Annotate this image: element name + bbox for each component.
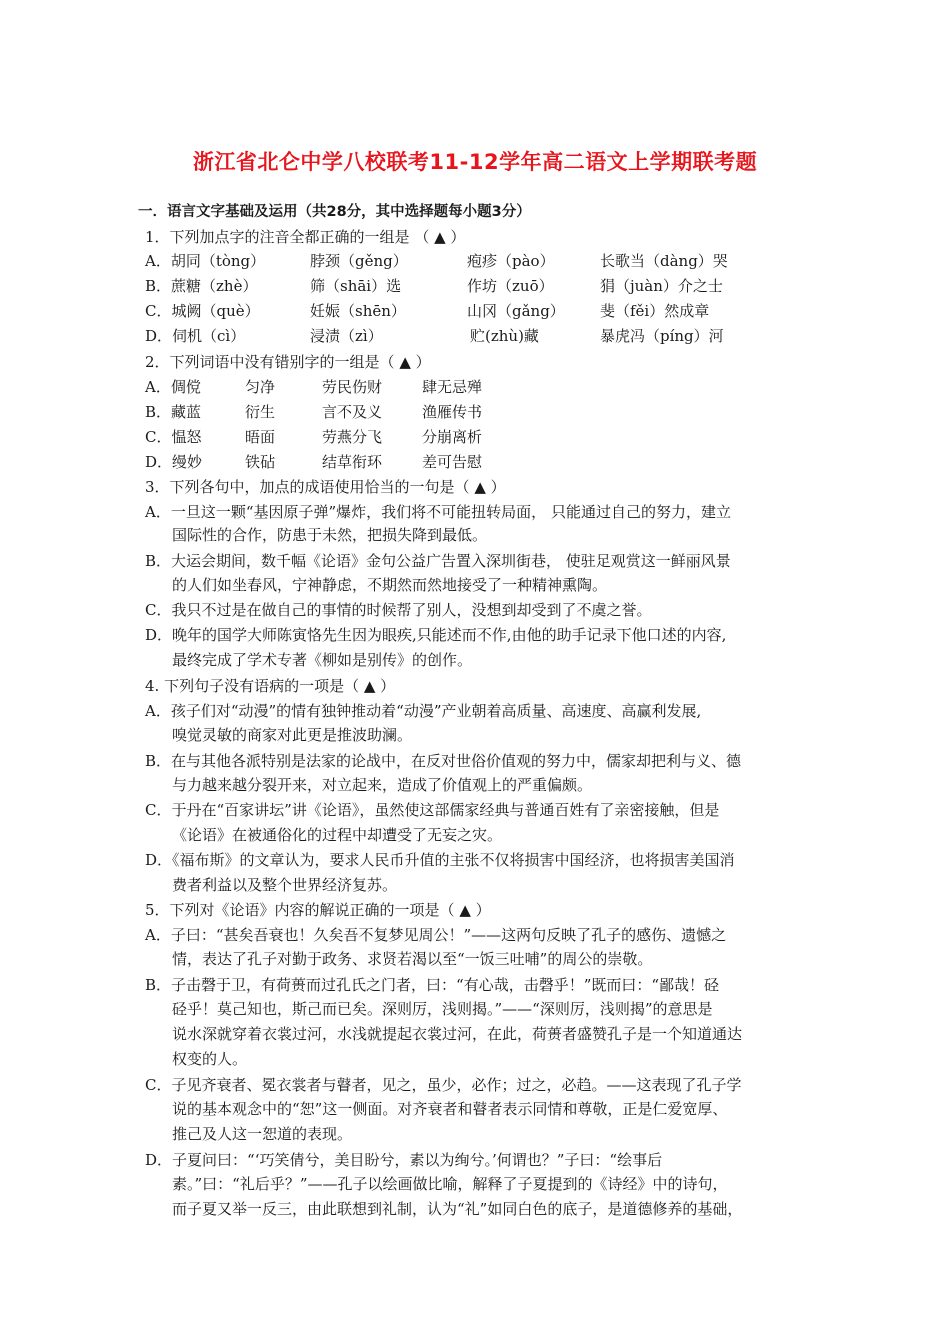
q2-option-b-col4: 渔雁传书 <box>422 403 483 421</box>
question-3-stem: 3．下列各句中，加点的成语使用恰当的一句是（ ▲ ） <box>145 478 506 496</box>
q2-option-b-col2: 衍生 <box>245 403 276 421</box>
page-title: 浙江省北仑中学八校联考11-12学年高二语文上学期联考题 <box>192 150 758 174</box>
q2-option-a-col3: 劳民伤财 <box>322 378 383 396</box>
q1-option-a-col2: 脖颈（gěng） <box>310 252 408 270</box>
q1-option-a-col4: 长歌当（dàng）哭 <box>600 252 728 270</box>
q5-line: 说水深就穿着衣裳过河，水浅就提起衣裳过河，在此，荷蒉者盛赞孔子是一个知道通达 <box>172 1025 743 1043</box>
q2-option-a-col4: 肆无忌殚 <box>422 378 483 396</box>
q5-line: 情，表达了孔子对勤于政务、求贤若渴以至“一饭三吐哺”的周公的崇敬。 <box>172 950 653 968</box>
q4-line: 费者利益以及整个世界经济复苏。 <box>172 876 398 894</box>
q4-line: A．孩子们对“动漫”的情有独钟推动着“动漫”产业朝着高质量、高速度、高赢利发展, <box>145 702 702 720</box>
question-4-stem: 4. 下列句子没有语病的一项是（ ▲ ） <box>145 677 396 695</box>
q4-line: D．《福布斯》的文章认为，要求人民币升值的主张不仅将损害中国经济，也将损害美国消 <box>145 851 735 869</box>
q4-line: B．在与其他各派特别是法家的论战中，在反对世俗价值观的努力中，儒家却把利与义、德 <box>145 752 742 770</box>
q1-option-a-col1: A．胡同（tòng） <box>145 252 266 270</box>
q3-line: 的人们如坐春风，宁神静虑，不期然而然地接受了一种精神熏陶。 <box>172 576 608 594</box>
q1-option-b-col4: 狷（juàn）介之士 <box>600 277 723 295</box>
q5-line: 而子夏又举一反三，由此联想到礼制，认为“礼”如同白色的底子，是道德修养的基础， <box>172 1200 743 1218</box>
q5-line: 推己及人这一恕道的表现。 <box>172 1125 353 1143</box>
q1-option-b-col2: 筛（shāi）选 <box>310 277 402 295</box>
q1-option-c-col4: 斐（fěi）然成章 <box>600 302 710 320</box>
q2-option-a-col1: A．倜傥 <box>145 378 201 396</box>
q3-line: 最终完成了学术专著《柳如是别传》的创作。 <box>172 651 473 669</box>
q2-option-d-col3: 结草衔环 <box>322 453 383 471</box>
q1-option-a-col3: 疱疹（pào） <box>467 252 555 270</box>
q2-option-c-col1: C．愠怒 <box>145 428 202 446</box>
q3-line: B．大运会期间，数千幅《论语》金句公益广告置入深圳街巷， 使驻足观赏这一鲜丽风景 <box>145 552 731 570</box>
q1-option-b-col3: 作坊（zuō） <box>467 277 554 295</box>
q2-option-b-col3: 言不及义 <box>322 403 383 421</box>
q4-line: 《论语》在被通俗化的过程中却遭受了无妄之灾。 <box>172 826 503 844</box>
q2-option-b-col1: B．藏蓝 <box>145 403 202 421</box>
q2-option-a-col2: 匀净 <box>245 378 276 396</box>
q1-option-b-col1: B．蔗糖（zhè） <box>145 277 258 295</box>
q4-line: 与力越来越分裂开来，对立起来，造成了价值观上的严重偏颇。 <box>172 776 593 794</box>
q2-option-d-col2: 铁砧 <box>245 453 276 471</box>
q5-line: B．子击磬于卫，有荷蒉而过孔氏之门者，曰：“有心哉，击磬乎！”既而曰：“鄙哉！硁 <box>145 976 720 994</box>
q2-option-c-col3: 劳燕分飞 <box>322 428 383 446</box>
q5-line: D．子夏问曰：“‘巧笑倩兮，美目盼兮，素以为绚兮。’何谓也？”子曰：“绘事后 <box>145 1151 663 1169</box>
question-1-stem: 1．下列加点字的注音全都正确的一组是 （ ▲ ） <box>145 228 466 246</box>
q1-option-c-col3: 山冈（gǎng） <box>467 302 565 320</box>
q1-option-d-col4: 暴虎冯（píng）河 <box>600 327 724 345</box>
q4-line: 嗅觉灵敏的商家对此更是推波助澜。 <box>172 726 413 744</box>
question-2-stem: 2．下列词语中没有错别字的一组是（ ▲ ） <box>145 353 431 371</box>
q1-option-c-col2: 妊娠（shēn） <box>310 302 406 320</box>
section-heading: 一．语言文字基础及运用（共28分，其中选择题每小题3分） <box>138 204 531 220</box>
q3-line: D．晚年的国学大师陈寅恪先生因为眼疾,只能述而不作,由他的助手记录下他口述的内容, <box>145 626 727 644</box>
q2-option-c-col2: 晤面 <box>245 428 276 446</box>
q1-option-d-col3: 贮(zhù)藏 <box>470 327 539 345</box>
q5-line: 硁乎！莫己知也，斯己而已矣。深则厉，浅则揭。”——“深则厉，浅则揭”的意思是 <box>172 1000 713 1018</box>
q4-line: C．于丹在“百家讲坛”讲《论语》，虽然使这部儒家经典与普通百姓有了亲密接触，但是 <box>145 801 720 819</box>
q2-option-d-col1: D．缦妙 <box>145 453 203 471</box>
q2-option-d-col4: 差可告慰 <box>422 453 483 471</box>
q2-option-c-col4: 分崩离析 <box>422 428 483 446</box>
q5-line: 素。”曰：“礼后乎？”——孔子以绘画做比喻，解释了子夏提到的《诗经》中的诗句， <box>172 1175 728 1193</box>
q3-line: A．一旦这一颗“基因原子弹”爆炸，我们将不可能扭转局面， 只能通过自己的努力，建立 <box>145 503 731 521</box>
q3-line: C．我只不过是在做自己的事情的时候帮了别人，没想到却受到了不虞之誉。 <box>145 601 652 619</box>
q1-option-c-col1: C．城阙（què） <box>145 302 260 320</box>
q3-line: 国际性的合作，防患于未然，把损失降到最低。 <box>172 526 488 544</box>
question-5-stem: 5．下列对《论语》内容的解说正确的一项是（ ▲ ） <box>145 901 491 919</box>
q5-line: 说的基本观念中的“恕”这一侧面。对齐衰者和瞽者表示同情和尊敬，正是仁爱宽厚、 <box>172 1100 728 1118</box>
q1-option-d-col1: D．伺机（cì） <box>145 327 246 345</box>
q1-option-d-col2: 浸渍（zì） <box>310 327 383 345</box>
q5-line: 权变的人。 <box>172 1050 248 1068</box>
q5-line: A．子曰：“甚矣吾衰也！久矣吾不复梦见周公！”——这两句反映了孔子的感伤、遗憾之 <box>145 926 727 944</box>
q5-line: C．子见齐衰者、冕衣裳者与瞽者，见之，虽少，必作；过之，必趋。——这表现了孔子学 <box>145 1076 742 1094</box>
